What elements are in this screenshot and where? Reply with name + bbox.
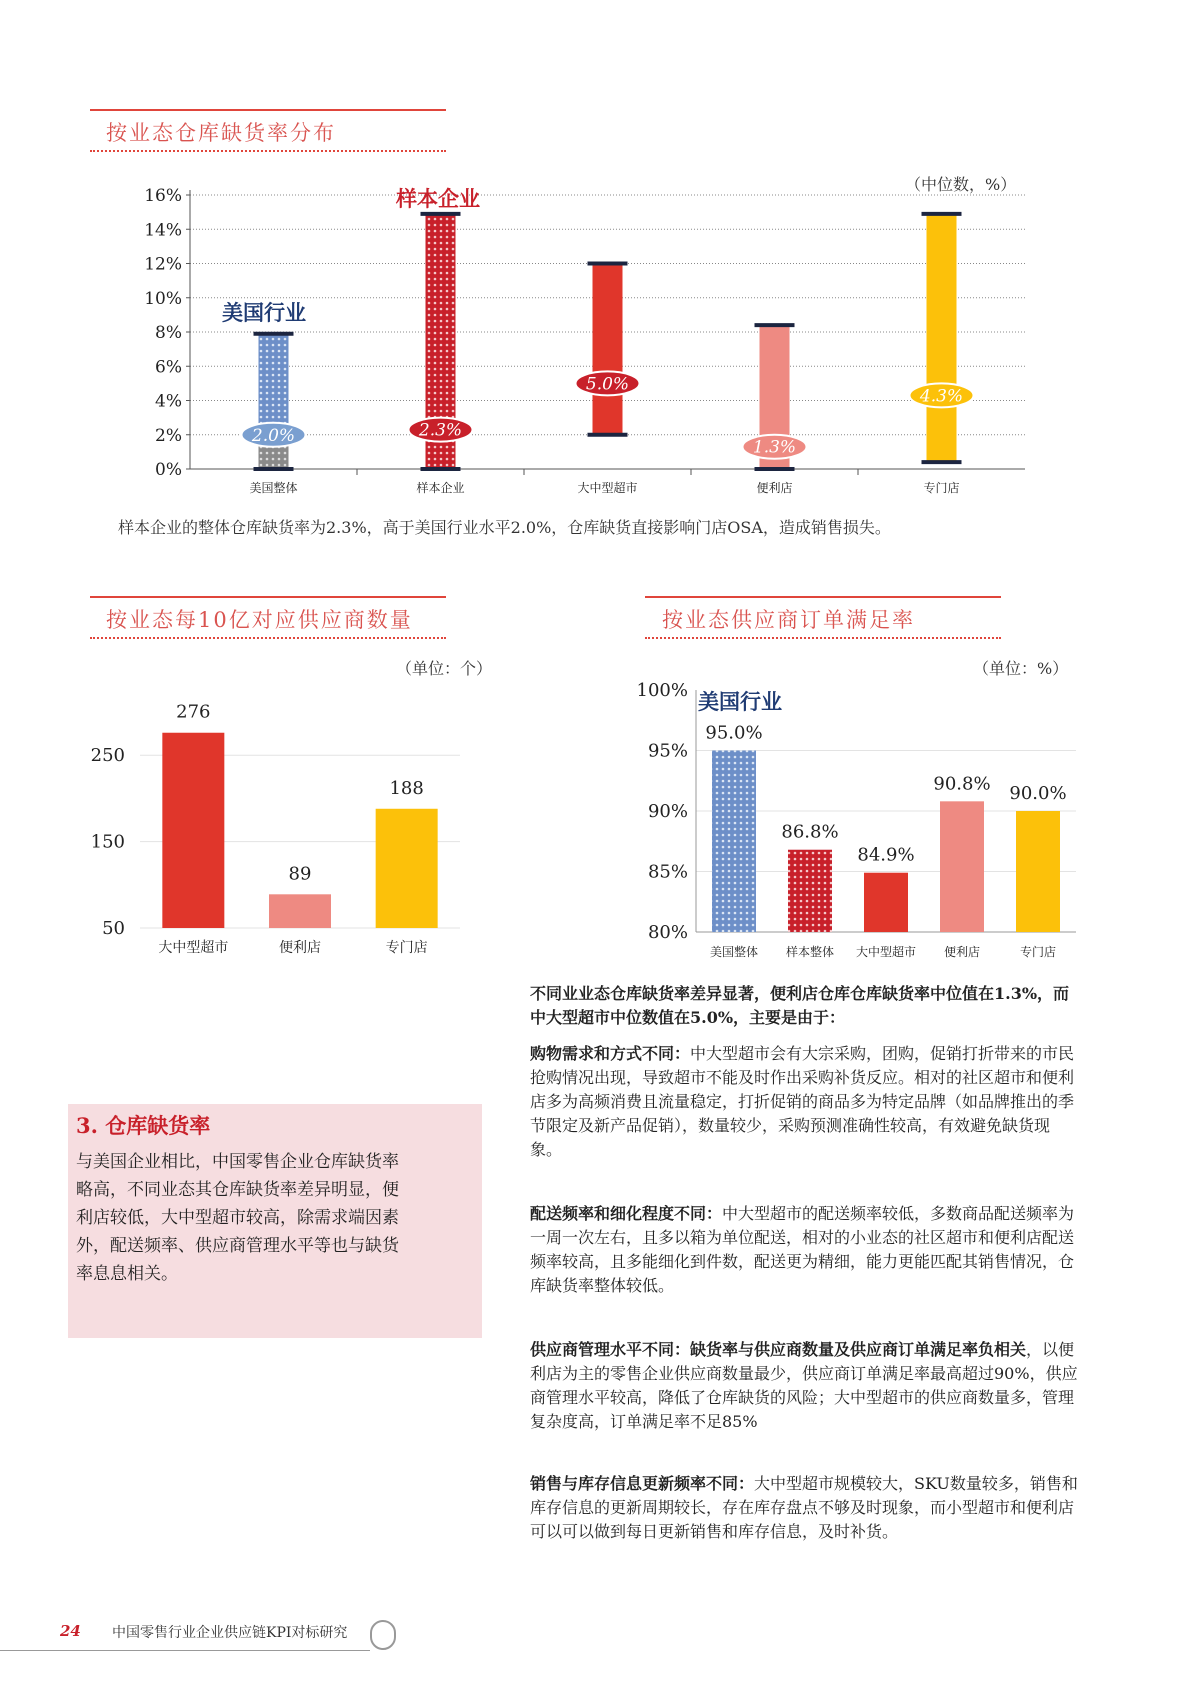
page-number: 24	[60, 1622, 81, 1640]
analysis-paragraph-2	[530, 1202, 1080, 1298]
chart1-median-label: 4.3%	[919, 386, 964, 407]
chart1-ytick-label: 6%	[155, 357, 182, 378]
chart3-value-label: 86.8%	[781, 821, 839, 843]
chart1-ytick-label: 16%	[144, 186, 182, 206]
chart1-category-label: 便利店	[756, 481, 793, 495]
chart2-value-label: 188	[389, 777, 424, 799]
callout-title: 3. 仓库缺货率	[76, 1113, 211, 1138]
analysis-p1-text: 中大型超市会有大宗采购，团购，促销打折带来的市民抢购情况出现，导致超市不能及时作出采购补货反应。相对的社区超市和便利店多为高频消费且流量稳定，打折促销的商品多为特定品牌（如品牌推出的季节限定及新产品促销），数量较少，采购预测准确性较高，有效避免缺货现象。	[530, 1044, 1075, 1159]
chart3-label-us: 美国行业	[698, 689, 782, 714]
chart3-category-label: 专门店	[1019, 945, 1057, 959]
analysis-p1-heading: 购物需求和方式不同：	[530, 1044, 691, 1063]
chart1-category-label: 大中型超市	[577, 481, 638, 495]
chart3-value-label: 84.9%	[857, 844, 915, 866]
chart3-ytick-label: 85%	[647, 861, 688, 883]
analysis-p4-text: 大中型超市规模较大，SKU数量较多，销售和库存信息的更新周期较长，存在库存盘点不够及时现象，而小型超市和便利店可以可以做到每日更新销售和库存信息，及时补货。	[530, 1474, 1078, 1541]
supplier-count-chart	[80, 680, 580, 980]
callout-body: 与美国企业相比，中国零售企业仓库缺货率略高，不同业态其仓库缺货率差异明显，便利店较低，大中型超市较高，除需求端因素外，配送频率、供应商管理水平等也与缺货率息息相关。	[76, 1152, 399, 1284]
chart1-ytick-label: 8%	[155, 323, 182, 343]
chart3-bar	[940, 801, 984, 932]
section2-title: 按业态每10亿对应供应商数量	[106, 608, 413, 632]
analysis-p2-heading: 配送频率和细化程度不同：	[530, 1204, 723, 1223]
section3-title-bar	[645, 596, 1001, 598]
chart1-label-sample: 样本企业	[396, 186, 480, 211]
chart2-bar	[376, 809, 438, 928]
section3-title: 按业态供应商订单满足率	[662, 608, 915, 632]
chart3-bar	[864, 873, 908, 932]
chart2-category-label: 专门店	[385, 940, 428, 956]
chart3-category-label: 样本整体	[785, 945, 835, 959]
chart1-bar	[927, 214, 957, 462]
callout-box	[68, 1104, 482, 1338]
chart3-bar	[712, 751, 756, 933]
section1-title: 按业态仓库缺货率分布	[106, 121, 336, 145]
chart1-category-label: 样本企业	[416, 481, 465, 495]
section1-caption: 样本企业的整体仓库缺货率为2.3%，高于美国行业水平2.0%，仓库缺货直接影响门店OSA，造成销售损失。	[118, 518, 891, 537]
chart2-category-label: 便利店	[279, 940, 321, 956]
chart1-ytick-label: 0%	[155, 460, 182, 480]
book-icon	[370, 1620, 396, 1650]
order-fill-rate-chart	[636, 670, 1096, 970]
chart1-median-label: 5.0%	[585, 374, 630, 395]
chart3-ytick-label: 90%	[647, 801, 688, 822]
chart1-ytick-label: 2%	[155, 425, 182, 446]
analysis-intro-text: 不同业业态仓库缺货率差异显著，便利店仓库仓库缺货率中位值在1.3%，而中大型超市中位数值在5.0%，主要是由于：	[530, 984, 1070, 1027]
chart2-bar	[269, 894, 331, 928]
analysis-paragraph-4	[530, 1472, 1080, 1544]
analysis-intro	[530, 982, 1080, 1030]
chart1-median-label: 2.0%	[251, 425, 296, 446]
chart1-median-label: 2.3%	[418, 420, 463, 441]
chart3-ytick-label: 80%	[647, 922, 688, 943]
chart1-ytick-label: 14%	[144, 220, 182, 241]
chart1-ytick-label: 4%	[155, 391, 182, 412]
chart3-category-label: 便利店	[943, 945, 981, 959]
section2-unit: （单位：个）	[396, 659, 493, 678]
chart2-bar	[162, 733, 224, 928]
footer-title: 中国零售行业企业供应链KPI对标研究	[112, 1625, 348, 1641]
chart3-ytick-label: 95%	[647, 740, 688, 762]
chart2-value-label: 89	[288, 863, 312, 885]
chart3-value-label: 90.0%	[1009, 783, 1067, 804]
analysis-p2-text: 中大型超市的配送频率较低，多数商品配送频率为一周一次左右，且多以箱为单位配送，相对的小业态的社区超市和便利店配送频率较高，且多能细化到件数，配送更为精细，能力更能匹配其销售情况，仓库缺货率整体较低。	[530, 1204, 1075, 1295]
chart1-category-label: 专门店	[923, 481, 960, 495]
chart2-category-label: 大中型超市	[158, 940, 229, 956]
analysis-paragraph-3	[530, 1338, 1080, 1434]
chart1-ytick-label: 12%	[144, 254, 182, 275]
chart1-ytick-label: 10%	[144, 288, 182, 309]
chart2-ytick-label: 50	[102, 918, 125, 939]
range-chart	[0, 0, 1190, 520]
footer-divider	[0, 1650, 370, 1651]
analysis-p3-heading: 供应商管理水平不同：缺货率与供应商数量及供应商订单满足率负相关	[530, 1340, 1027, 1359]
chart1-category-label: 美国整体	[249, 481, 298, 495]
chart3-ytick-label: 100%	[636, 680, 688, 701]
chart3-bar	[788, 850, 832, 932]
chart1-bar	[593, 264, 623, 435]
chart3-category-label: 大中型超市	[855, 945, 917, 959]
chart1-median-label: 1.3%	[752, 437, 797, 458]
chart3-category-label: 美国整体	[709, 945, 759, 959]
analysis-p4-heading: 销售与库存信息更新频率不同：	[530, 1474, 755, 1493]
section3-unit: （单位：%）	[973, 659, 1069, 678]
section3-title-dots	[645, 637, 1001, 639]
chart3-value-label: 90.8%	[933, 773, 991, 795]
analysis-paragraph-1	[530, 1042, 1080, 1162]
chart2-ytick-label: 250	[90, 745, 125, 767]
section2-title-bar	[90, 596, 446, 598]
section2-title-dots	[90, 637, 446, 639]
analysis-p3-text: ，以便利店为主的零售企业供应商数量最少，供应商订单满足率最高超过90%，供应商管理水平较高，降低了仓库缺货的风险；大中型超市的供应商数量多，管理复杂度高，订单满足率不足85%	[530, 1340, 1078, 1431]
chart3-bar	[1016, 811, 1060, 932]
chart2-ytick-label: 150	[90, 831, 125, 853]
chart1-bar	[259, 334, 289, 435]
section1-unit: （中位数，%）	[905, 175, 1017, 194]
chart2-value-label: 276	[176, 701, 211, 723]
chart3-value-label: 95.0%	[705, 722, 763, 744]
chart1-label-us: 美国行业	[222, 300, 306, 325]
